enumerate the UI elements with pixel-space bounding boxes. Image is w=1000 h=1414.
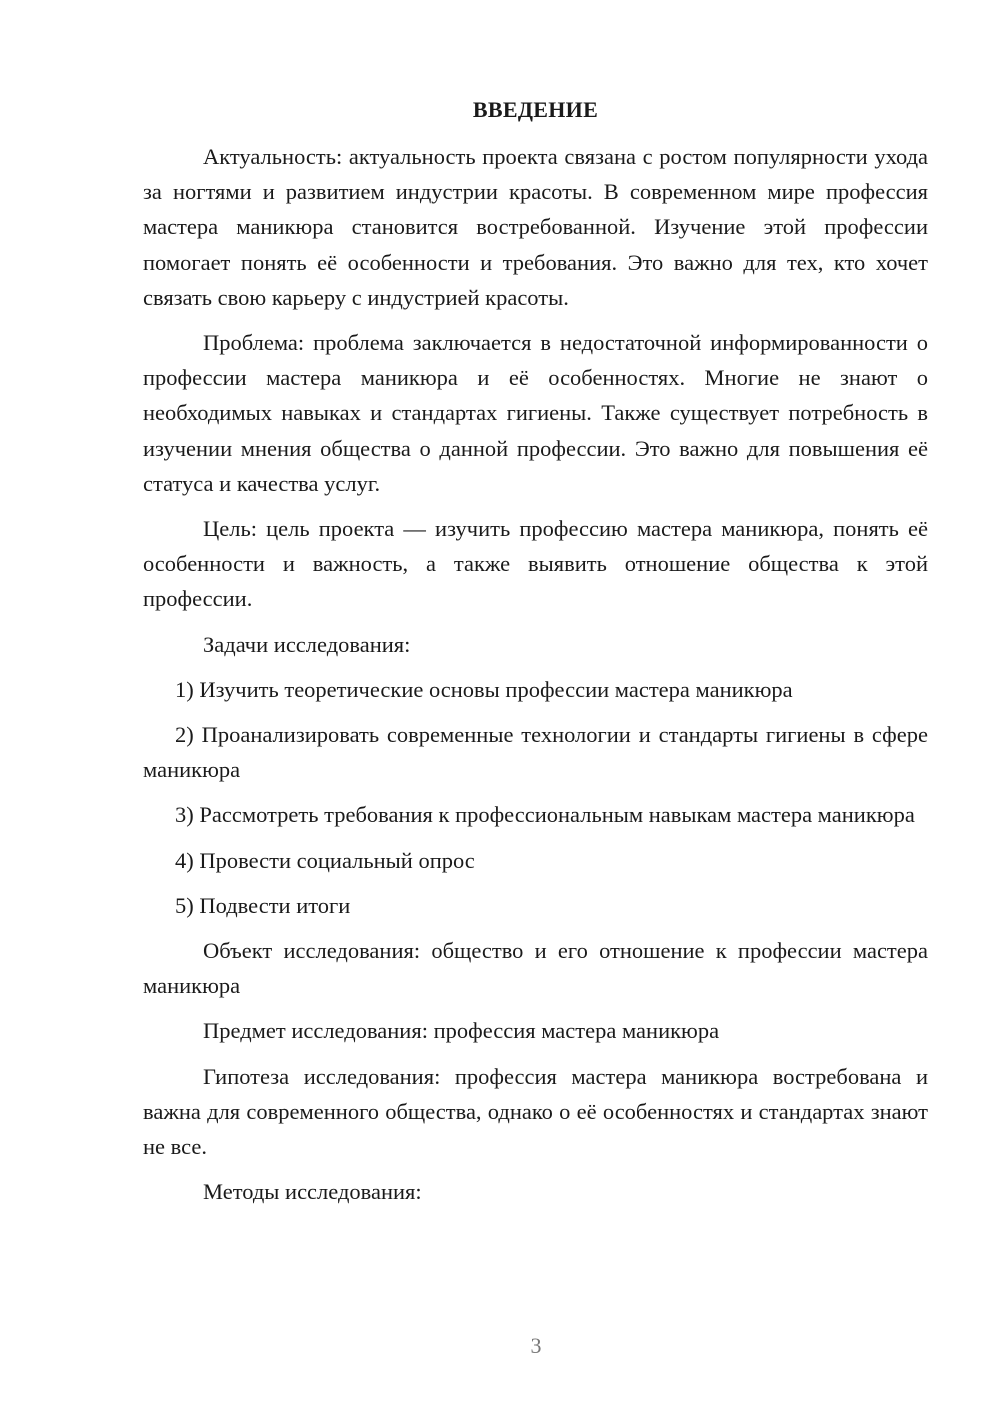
tasks-heading: Задачи исследования: xyxy=(203,631,411,657)
paragraph-object: Объект исследования: общество и его отношение к профессии мастера маникюра xyxy=(143,938,928,999)
page-number: 3 xyxy=(530,1333,542,1358)
paragraph-goal: Цель: цель проекта — изучить профессию мастера маникюра, понять её особенности и важность, а также выявить отношение общества к этой профессии. xyxy=(143,516,928,612)
list-item-task-2: 2) Проанализировать современные технологии и стандарты гигиены в сфере маникюра xyxy=(143,722,928,783)
page-content xyxy=(143,92,928,1219)
page-title: ВВЕДЕНИЕ xyxy=(472,97,599,122)
paragraph-problem: Проблема: проблема заключается в недостаточной информированности о профессии мастера маникюра и её особенностях. Многие не знают о необходимых навыках и стандартах гигиены. Также существует потребность в изучении мнения общества о данной профессии. Это важно для повышения её статуса и качества услуг. xyxy=(143,330,928,496)
paragraph-subject: Предмет исследования: профессия мастера маникюра xyxy=(203,1018,720,1044)
list-item-task-1: 1) Изучить теоретические основы профессии мастера маникюра xyxy=(175,676,793,702)
list-item-task-5: 5) Подвести итоги xyxy=(175,892,351,918)
list-item-task-4: 4) Провести социальный опрос xyxy=(175,847,475,873)
list-item-task-3: 3) Рассмотреть требования к профессиональным навыкам мастера маникюра xyxy=(175,802,915,828)
paragraph-relevance: Актуальность: актуальность проекта связана с ростом популярности ухода за ногтями и развитием индустрии красоты. В современном мире профессия мастера маникюра становится востребованной. Изучение этой профессии помогает понять её особенности и требования. Это важно для тех, кто хочет связать свою карьеру с индустрией красоты. xyxy=(143,144,928,310)
paragraph-hypothesis: Гипотеза исследования: профессия мастера маникюра востребована и важна для современного общества, однако о её особенностях и стандартах знают не все. xyxy=(143,1063,928,1160)
methods-heading: Методы исследования: xyxy=(203,1179,422,1205)
